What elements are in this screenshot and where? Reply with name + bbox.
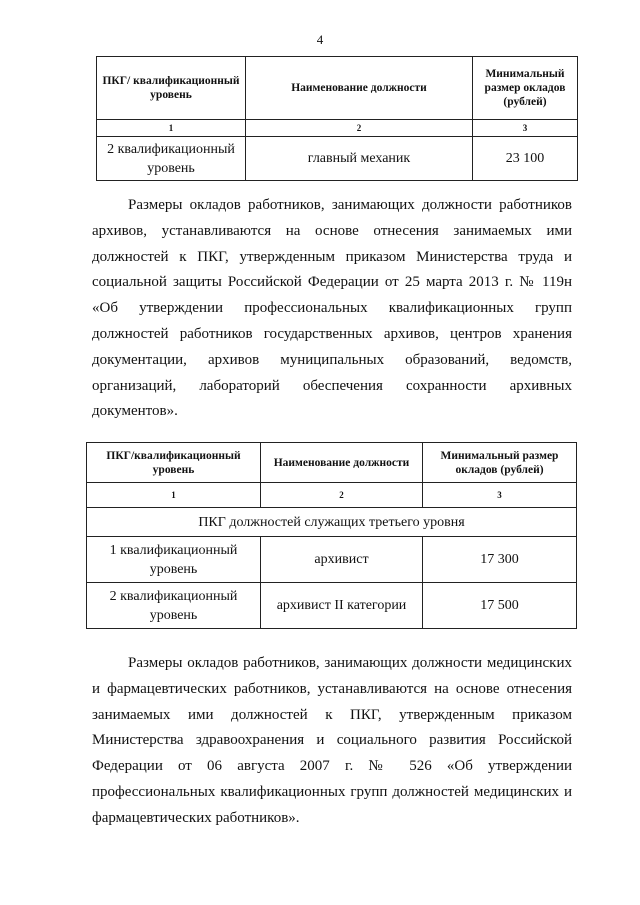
paragraph-text: Размеры окладов работников, занимающих должности медицинских и фармацевтических работников, устанавливаются на основе отнесения занимаемых ими должностей к ПКГ, утвержденным приказом Министерства здравоохранения и социального развития Российской Федерации от 06 августа 2007 г. № 526 «Об утверждении профессиональных квалификационных групп должностей медицинских и фармацевтических работников».	[92, 655, 572, 826]
cell-level: 2 квалификационный уровень	[87, 583, 261, 629]
cell-position: архивист II категории	[261, 583, 423, 629]
table-row	[87, 537, 577, 583]
group-title: ПКГ должностей служащих третьего уровня	[87, 508, 577, 537]
salary-table-archives	[86, 442, 577, 629]
cell-position: главный механик	[246, 137, 473, 181]
cell-salary: 17 500	[423, 583, 577, 629]
paragraph-archives	[92, 193, 572, 425]
header-min-salary: Минимальный размер окладов (рублей)	[473, 57, 578, 120]
table-row	[87, 583, 577, 629]
cell-level: 1 квалификационный уровень	[87, 537, 261, 583]
column-number: 1	[87, 483, 261, 508]
cell-level: 2 квалификационный уровень	[97, 137, 246, 181]
table-row	[97, 137, 578, 181]
column-number: 1	[97, 120, 246, 137]
column-number: 2	[246, 120, 473, 137]
paragraph-text: Размеры окладов работников, занимающих должности работников архивов, устанавливаются на основе отнесения занимаемых ими должностей к ПКГ, утвержденным приказом Министерства труда и социальной защиты Российской Федерации от 25 марта 2013 г. № 119н «Об утверждении профессиональных квалификационных групп должностей работников государственных архивов, центров хранения документации, архивов муниципальных образований, ведомств, организаций, лабораторий обеспечения сохранности архивных документов».	[92, 197, 572, 420]
cell-position: архивист	[261, 537, 423, 583]
header-min-salary: Минимальный размер окладов (рублей)	[423, 443, 577, 483]
column-number: 3	[423, 483, 577, 508]
header-pkg-level: ПКГ/ квалификационный уровень	[97, 57, 246, 120]
paragraph-medical	[92, 651, 572, 832]
salary-table-mechanic	[96, 56, 578, 181]
column-number: 3	[473, 120, 578, 137]
header-pkg-level: ПКГ/квалификационный уровень	[87, 443, 261, 483]
header-position: Наименование должности	[246, 57, 473, 120]
cell-salary: 23 100	[473, 137, 578, 181]
column-number: 2	[261, 483, 423, 508]
cell-salary: 17 300	[423, 537, 577, 583]
page-number: 4	[316, 32, 324, 47]
header-position: Наименование должности	[261, 443, 423, 483]
